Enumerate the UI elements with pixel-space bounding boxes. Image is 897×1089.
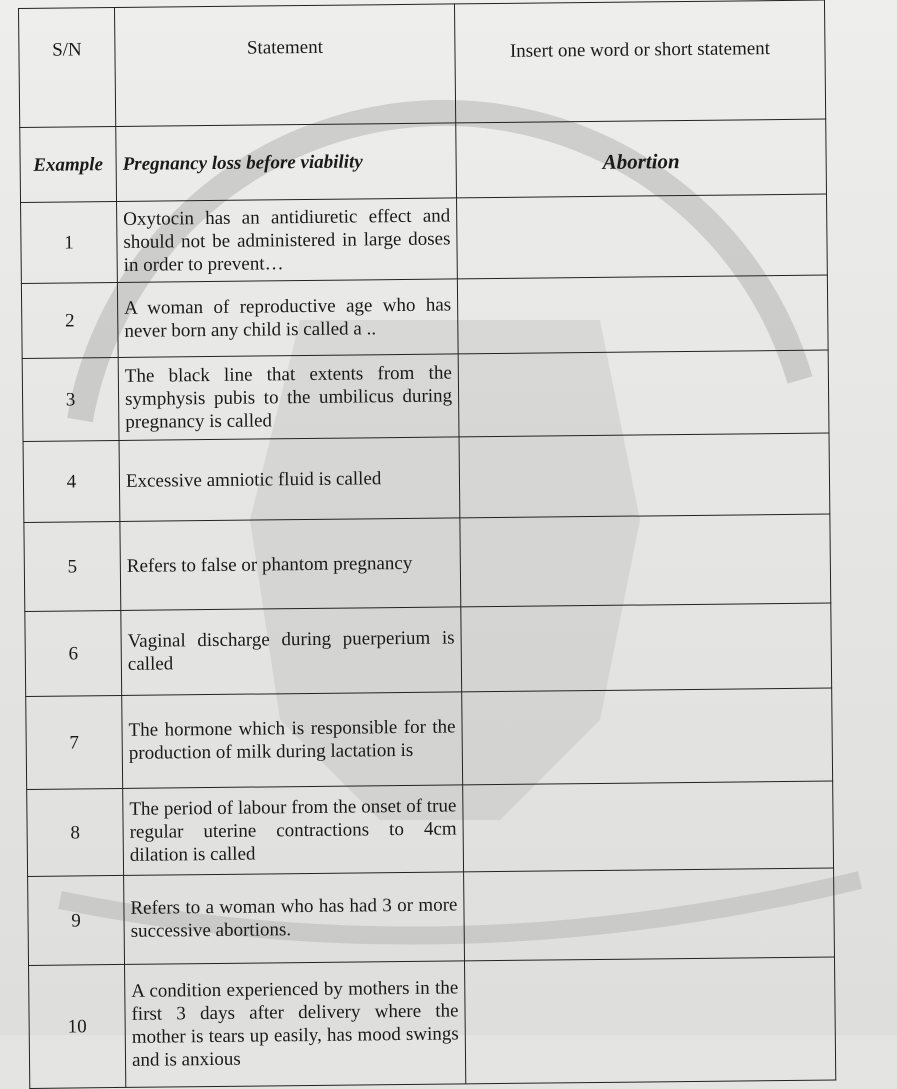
- answer-cell[interactable]: [457, 194, 828, 279]
- table-row: [21, 275, 828, 358]
- answer-cell[interactable]: [465, 957, 836, 1084]
- header-answer: Insert one word or short statement: [454, 0, 825, 123]
- answer-cell[interactable]: [459, 433, 830, 518]
- example-sn: Example: [20, 126, 117, 202]
- row-number: 8: [27, 788, 124, 876]
- table-row: [28, 868, 835, 965]
- answer-cell[interactable]: [464, 868, 835, 961]
- row-number: 1: [21, 201, 118, 283]
- example-statement: Pregnancy loss before viability: [116, 123, 457, 202]
- table-row: [27, 781, 834, 876]
- table-header-row: [19, 0, 826, 127]
- table-row: [25, 603, 832, 696]
- answer-cell[interactable]: [460, 514, 831, 607]
- row-number: 6: [25, 610, 122, 696]
- row-number: 7: [26, 695, 123, 789]
- answer-cell[interactable]: [463, 781, 834, 872]
- answer-cell[interactable]: [461, 603, 832, 692]
- row-statement: The hormone which is responsible for the production of milk during lactation is: [122, 692, 463, 789]
- row-statement: Refers to a woman who has had 3 or more successive abortions.: [124, 872, 465, 965]
- table-row: [21, 194, 828, 283]
- table-row: [29, 957, 836, 1088]
- row-number: 2: [21, 282, 118, 358]
- answer-cell[interactable]: [457, 275, 828, 354]
- row-statement: Vaginal discharge during puerperium is called: [121, 607, 462, 696]
- row-number: 3: [22, 357, 119, 441]
- row-statement: A woman of reproductive age who has never born any child is called a ..: [117, 279, 458, 358]
- row-statement: Oxytocin has an antidiuretic effect and should not be administered in large doses in order to prevent…: [117, 198, 458, 283]
- table-row: [24, 514, 831, 611]
- fill-in-table: [18, 0, 836, 1089]
- row-number: 10: [29, 964, 126, 1088]
- question-sheet: [18, 0, 835, 1071]
- table-row: [23, 433, 830, 522]
- answer-cell[interactable]: [458, 350, 829, 437]
- row-number: 4: [23, 440, 120, 522]
- header-sn: S/N: [19, 7, 116, 127]
- row-statement: The black line that extents from the symphysis pubis to the umbilicus during pregnancy is called: [118, 354, 459, 441]
- table-row: [26, 688, 833, 789]
- row-statement: A condition experienced by mothers in the first 3 days after delivery where the mother is tears up easily, has mood swings and is anxious: [125, 961, 466, 1088]
- row-number: 9: [28, 875, 125, 965]
- row-statement: Refers to false or phantom pregnancy: [120, 518, 461, 611]
- row-statement: The period of labour from the onset of true regular uterine contractions to 4cm dilation is called: [123, 785, 464, 876]
- row-number: 5: [24, 521, 121, 611]
- header-statement: Statement: [114, 4, 455, 127]
- table-row: [22, 350, 829, 441]
- answer-cell[interactable]: [462, 688, 833, 785]
- row-statement: Excessive amniotic fluid is called: [119, 437, 460, 522]
- example-row: [20, 119, 827, 202]
- example-answer: Abortion: [456, 119, 827, 198]
